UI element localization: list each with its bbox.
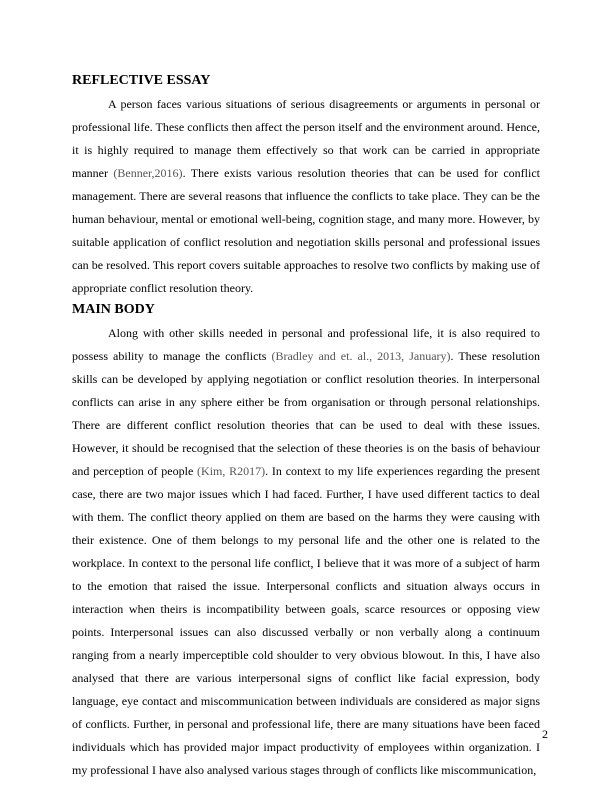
paragraph-text: Along with other skills needed in personal and professional life, it is also required to possess ability to manage the conflicts [72,326,540,363]
page-number: 2 [542,727,548,741]
document-page [72,72,540,782]
section-heading-main-body: MAIN BODY [72,302,155,317]
citation-bradley: (Bradley and et. al., 2013, January) [271,349,451,363]
citation-kim: (Kim, R2017) [197,464,266,478]
paragraph-text: . There exists various resolution theories that can be used for conflict management. There are several reasons that influence the conflicts to take place. They can be the human behaviour, mental or emotional well-being, cognition stage, and many more. However, by suitable application of conflict resolution and negotiation skills personal and professional issues can be resolved. This report covers suitable approaches to resolve two conflicts by making use of appropriate conflict resolution theory. [72,166,541,295]
main-body-paragraph [72,322,540,782]
citation-benner: (Benner,2016) [113,166,183,180]
paragraph-text: A person faces various situations of serious disagreements or arguments in personal or professional life. These conflicts then affect the person itself and the environment around. Hence, it is highly required to manage them effectively so that work can be carried in appropriate manner [72,97,540,180]
reflective-essay-paragraph [72,93,540,300]
paragraph-text: . In context to my life experiences regarding the present case, there are two major issues which I had faced. Further, I have used different tactics to deal with them. The conflict theory applied on them are based on the harms they were causing with their existence. One of them belongs to my personal life and the other one is related to the workplace. In context to the personal life conflict, I believe that it was more of a subject of harm to the emotion that raised the issue. Interpersonal conflicts and situation always occurs in interaction when theirs is incompatibility between goals, scarce resources or opposing view points. Interpersonal issues can also discussed verbally or non verbally along a continuum ranging from a nearly imperceptible cold shoulder to very obvious blowout. In this, I have also analysed that there are various interpersonal signs of conflict like facial expression, body language, eye contact and miscommunication between individuals are considered as major signs of conflicts. Further, in personal and professional life, there are many situations have been faced individuals which has provided major impact productivity of employees within organization. I my professional I have also analysed various stages through of conflicts like miscommunication, [72,464,540,777]
paragraph-text: . These resolution skills can be developed by applying negotiation or conflict resolution theories. In interpersonal conflicts can arise in any sphere either be from organisation or through personal relationships. There are different conflict resolution theories that can be used to deal with these issues. However, it should be recognised that the selection of these theories is on the basis of behaviour and perception of people [72,349,541,478]
section-heading-reflective-essay: REFLECTIVE ESSAY [72,73,211,88]
